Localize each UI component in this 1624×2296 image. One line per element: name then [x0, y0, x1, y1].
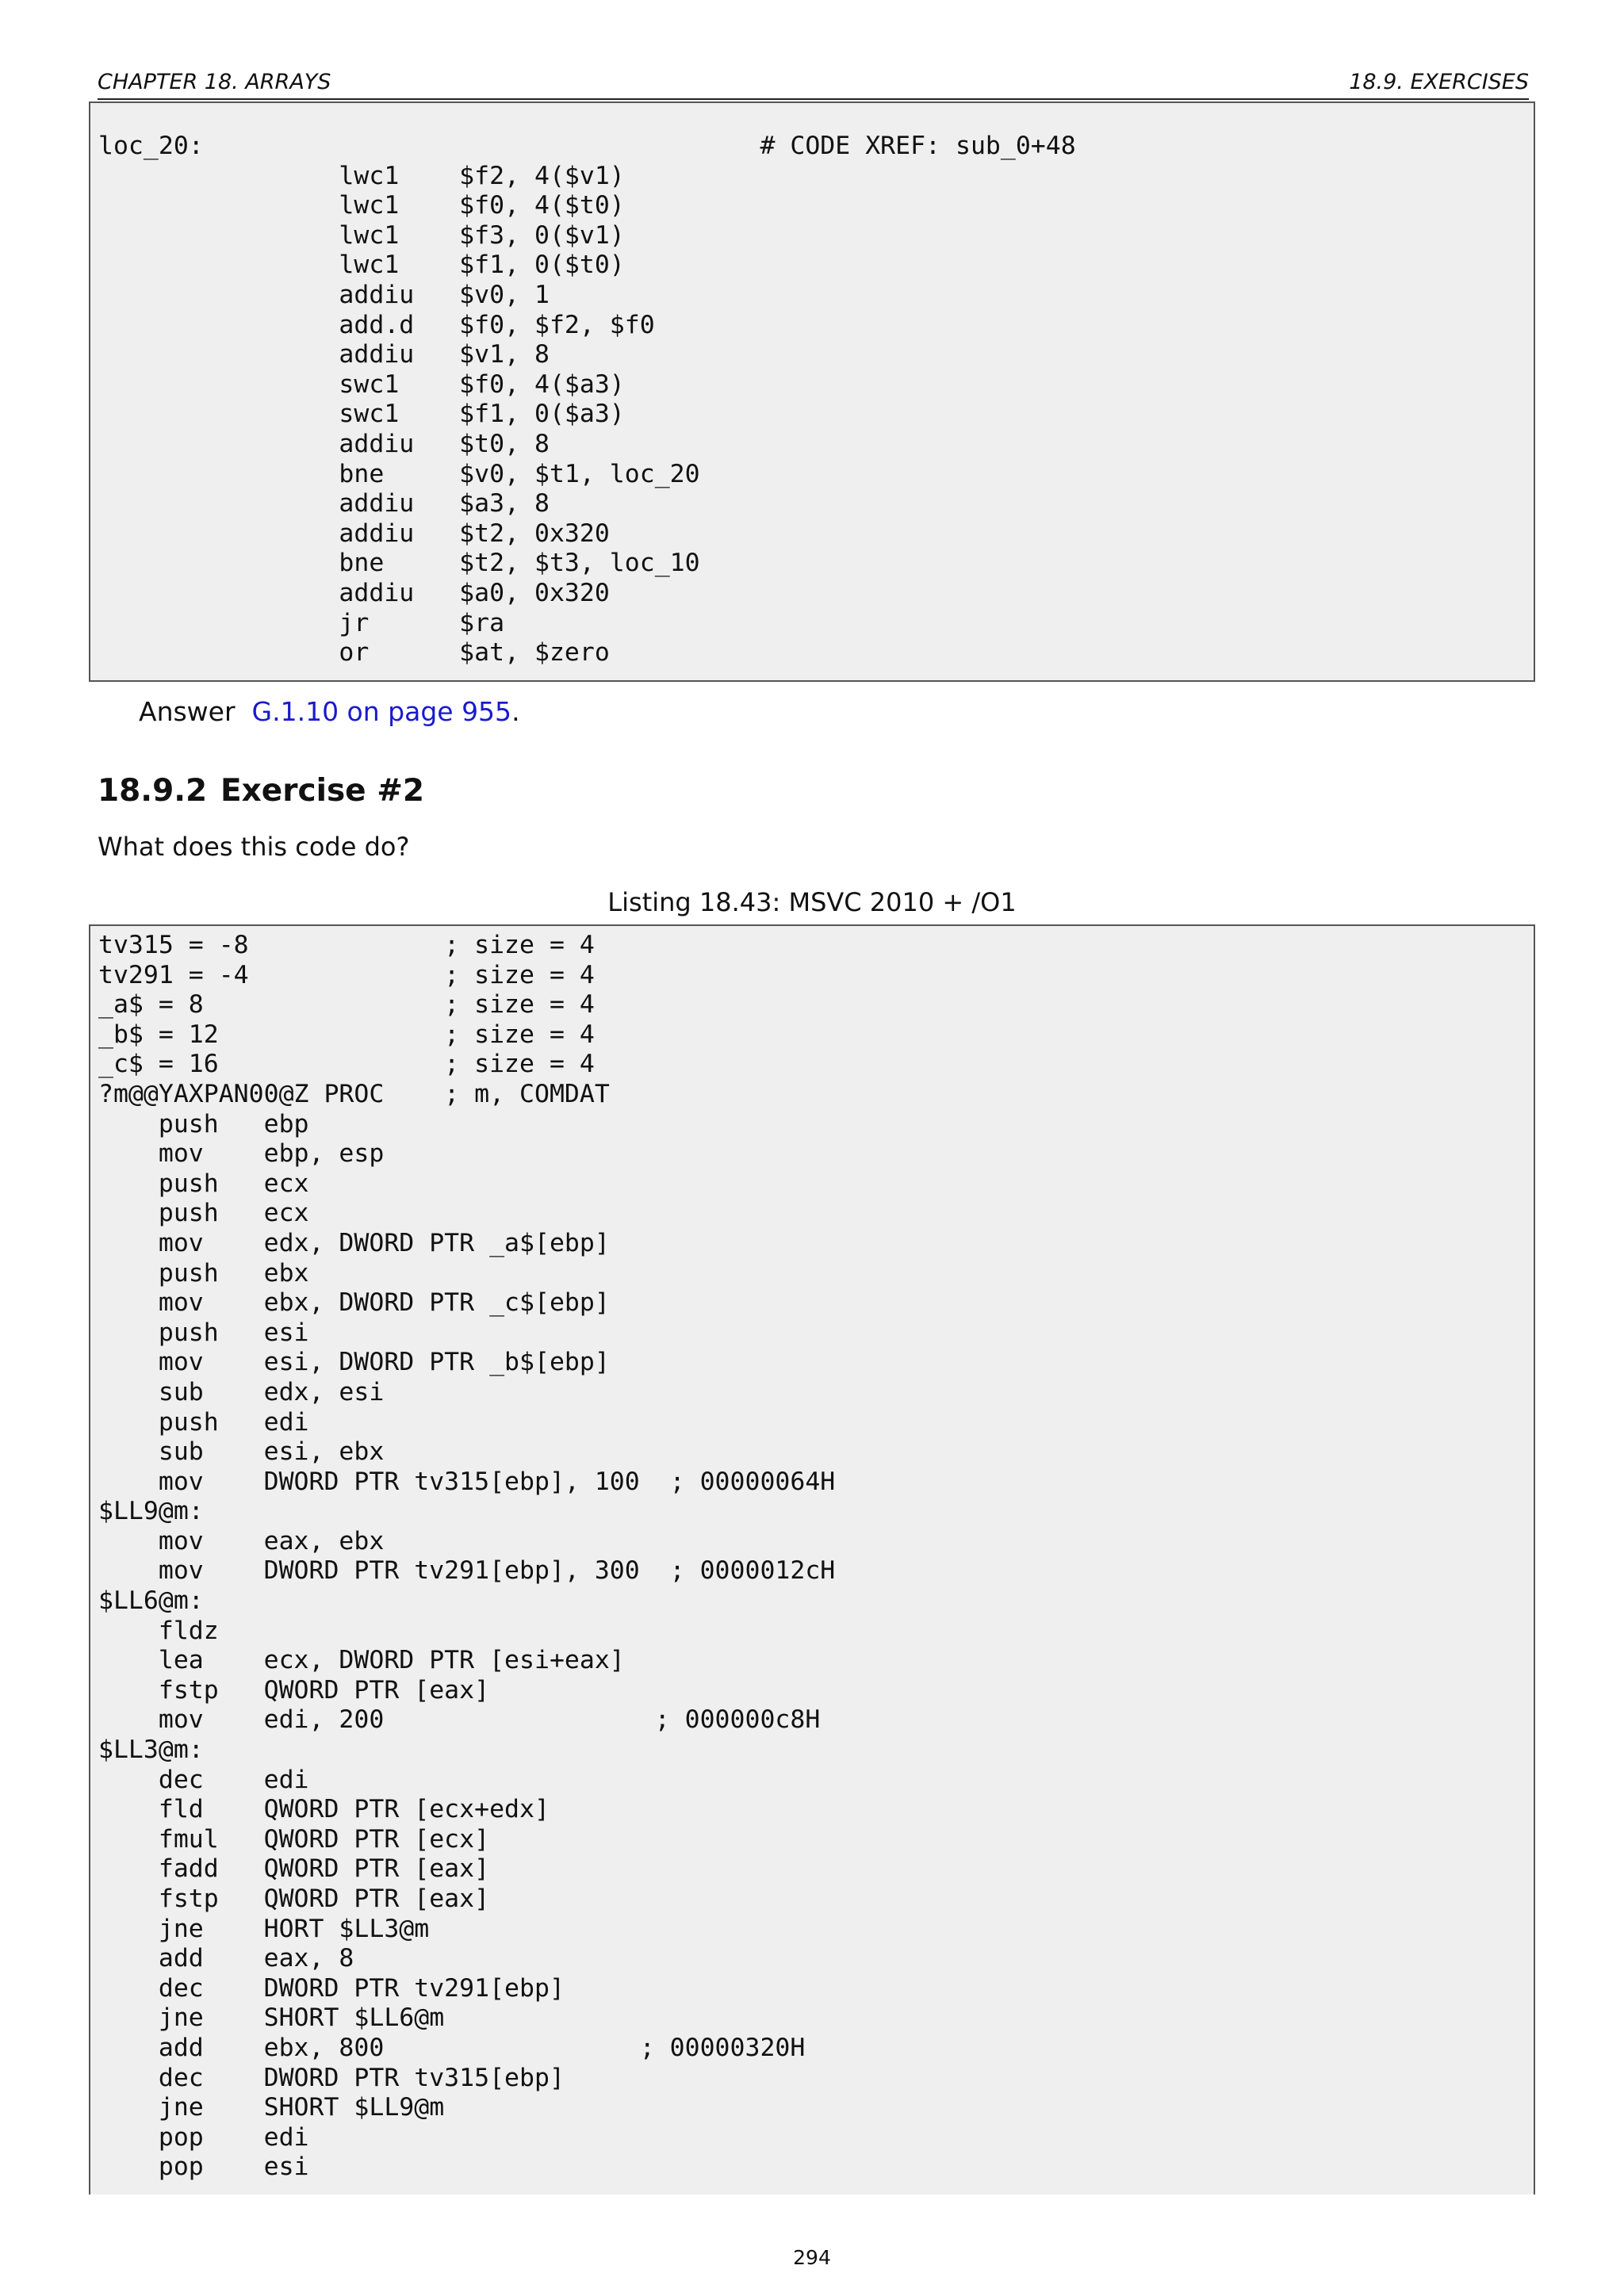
code-line: addiu $a3, 8 — [98, 489, 550, 519]
code-line: add ebx, 800 ; 00000320H — [98, 2033, 806, 2062]
code-line: sub edx, esi — [98, 1377, 385, 1406]
code-line: $LL9@m: — [98, 1497, 204, 1526]
section-title: Exercise #2 — [220, 773, 425, 809]
code-line: swc1 $f0, 4($a3) — [98, 369, 625, 399]
code-line: push edi — [98, 1407, 309, 1437]
code-line: _b$ = 12 ; size = 4 — [98, 1020, 595, 1049]
code-line: dec DWORD PTR tv315[ebp] — [98, 2063, 565, 2092]
code-line: swc1 $f1, 0($a3) — [98, 400, 625, 429]
code-block-mips — [89, 101, 1535, 682]
code-line: mov edx, DWORD PTR _a$[ebp] — [98, 1228, 610, 1257]
code-line: add eax, 8 — [98, 1944, 354, 1973]
section-heading — [98, 771, 424, 812]
code-line: lwc1 $f0, 4($t0) — [98, 191, 625, 220]
code-line: push ecx — [98, 1169, 309, 1198]
listing-caption: Listing 18.43: MSVC 2010 + /O1 — [607, 887, 1017, 917]
code-line: $LL6@m: — [98, 1586, 204, 1616]
code-line: fld QWORD PTR [ecx+edx] — [98, 1795, 550, 1824]
code-line: sub esi, ebx — [98, 1437, 385, 1467]
code-line: addiu $t2, 0x320 — [98, 519, 610, 548]
code-line: loc_20: # CODE XREF: sub_0+48 — [98, 132, 1076, 160]
code-line: push ebx — [98, 1258, 309, 1288]
code-line: mov DWORD PTR tv291[ebp], 300 ; 0000012cH — [98, 1556, 836, 1586]
code-line: fstp QWORD PTR [eax] — [98, 1675, 490, 1705]
code-line: addiu $t0, 8 — [98, 429, 550, 458]
running-header — [98, 68, 1529, 100]
code-line: jne SHORT $LL9@m — [98, 2093, 445, 2122]
code-line: ?m@@YAXPAN00@Z PROC ; m, COMDAT — [98, 1079, 610, 1108]
code-line: jne SHORT $LL6@m — [98, 2003, 445, 2033]
code-line: fldz — [98, 1616, 219, 1645]
question-text: What does this code do? — [98, 832, 410, 862]
code-line: push esi — [98, 1318, 309, 1347]
code-line: tv315 = -8 ; size = 4 — [98, 931, 595, 959]
code-line: pop esi — [98, 2152, 309, 2182]
code-line: addiu $v1, 8 — [98, 340, 550, 369]
section-number: 18.9.2 — [98, 773, 208, 809]
code-line: add.d $f0, $f2, $f0 — [98, 310, 655, 339]
code-line: lwc1 $f3, 0($v1) — [98, 220, 625, 250]
answer-period: . — [511, 696, 520, 727]
code-line: mov DWORD PTR tv315[ebp], 100 ; 00000064H — [98, 1467, 836, 1496]
code-block-msvc — [89, 924, 1535, 2195]
code-line: $LL3@m: — [98, 1735, 204, 1765]
code-line: mov esi, DWORD PTR _b$[ebp] — [98, 1348, 610, 1377]
code-line: push ecx — [98, 1199, 309, 1228]
code-line: fstp QWORD PTR [eax] — [98, 1885, 490, 1913]
answer-link[interactable]: G.1.10 on page 955 — [251, 696, 512, 727]
code-line: lwc1 $f2, 4($v1) — [98, 161, 625, 190]
code-line: bne $v0, $t1, loc_20 — [98, 459, 700, 488]
code-line: jr $ra — [98, 608, 505, 637]
code-line: _a$ = 8 ; size = 4 — [98, 990, 595, 1020]
code-line: dec DWORD PTR tv291[ebp] — [98, 1973, 565, 2003]
code-line: lwc1 $f1, 0($t0) — [98, 251, 625, 280]
code-line: fmul QWORD PTR [ecx] — [98, 1824, 490, 1854]
code-line: mov edi, 200 ; 000000c8H — [98, 1705, 821, 1735]
code-line: bne $t2, $t3, loc_10 — [98, 549, 700, 578]
code-line: pop edi — [98, 2122, 309, 2152]
code-line: lea ecx, DWORD PTR [esi+eax] — [98, 1646, 625, 1675]
code-line: mov ebx, DWORD PTR _c$[ebp] — [98, 1288, 610, 1318]
code-line: tv291 = -4 ; size = 4 — [98, 960, 595, 989]
page-number: 294 — [793, 2246, 831, 2269]
code-line: or $at, $zero — [98, 638, 610, 668]
code-line: jne HORT $LL3@m — [98, 1914, 430, 1943]
code-line: dec edi — [98, 1765, 309, 1794]
code-line: addiu $v0, 1 — [98, 280, 550, 309]
code-line: fadd QWORD PTR [eax] — [98, 1854, 490, 1884]
code-line: addiu $a0, 0x320 — [98, 578, 610, 607]
header-chapter: CHAPTER 18. ARRAYS — [98, 70, 331, 94]
code-line: mov eax, ebx — [98, 1526, 385, 1556]
answer-label: Answer — [139, 696, 236, 727]
answer-line — [139, 695, 520, 729]
header-section: 18.9. EXERCISES — [1349, 70, 1529, 94]
code-line: mov ebp, esp — [98, 1139, 385, 1169]
code-line: _c$ = 16 ; size = 4 — [98, 1050, 595, 1079]
code-line: push ebp — [98, 1109, 309, 1138]
